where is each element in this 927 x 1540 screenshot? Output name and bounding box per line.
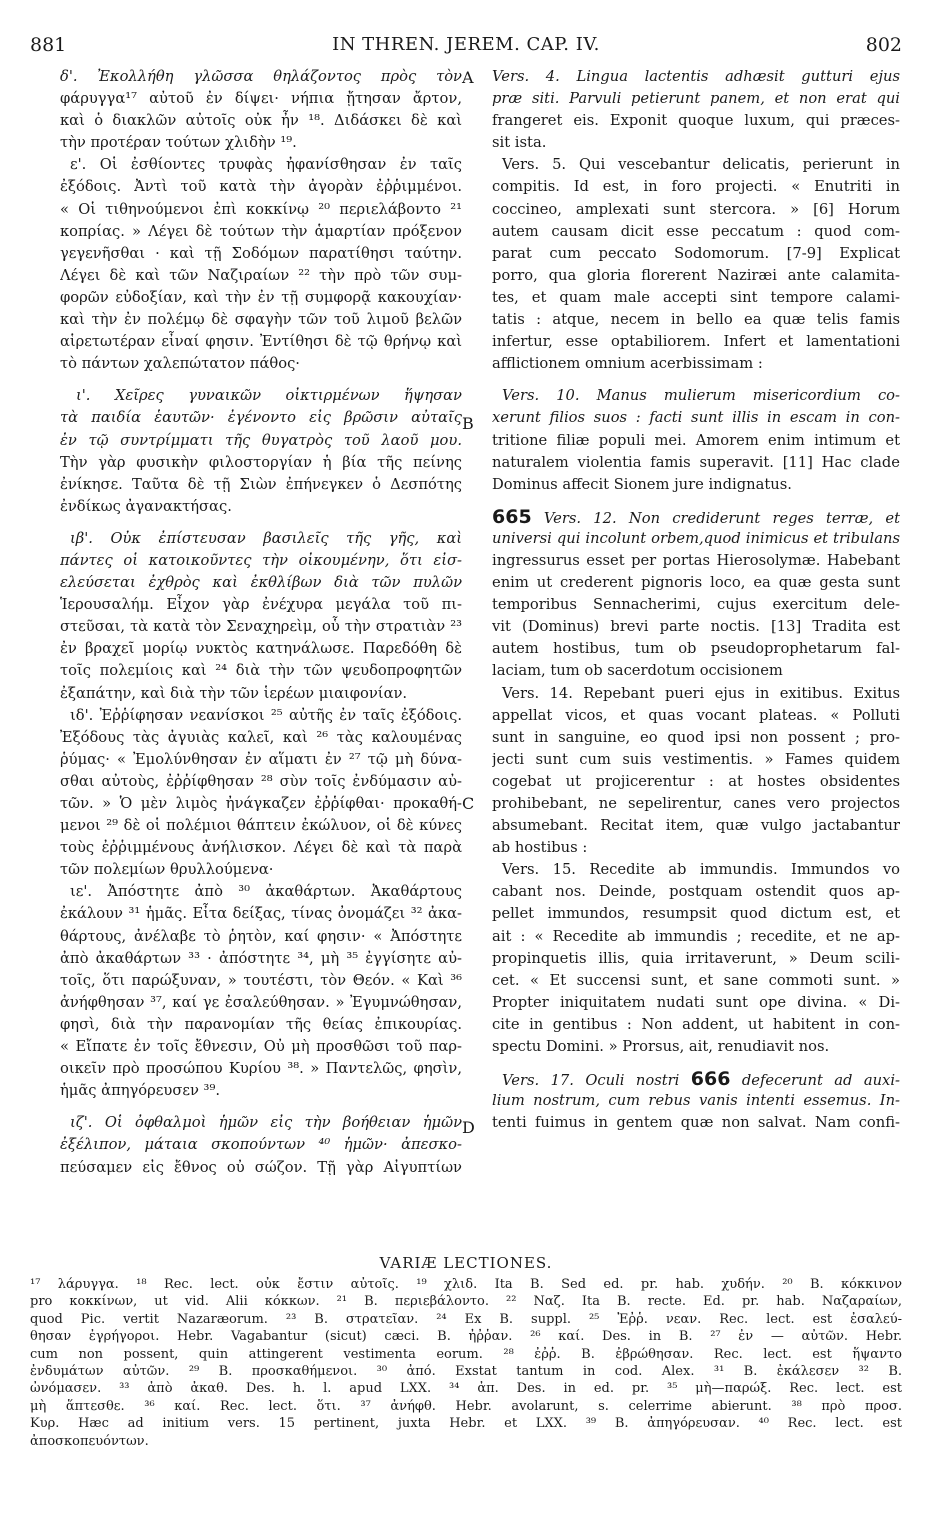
greek-line: δ'. Ἐκολλήθη γλῶσσα θηλάζοντος πρὸς τὸν [60,68,462,85]
greek-line: ι'. Χεῖρες γυναικῶν οἰκτιρμένων ἥψησαν [76,387,462,405]
greek-column [60,66,462,1179]
latin-line: compitis. Id est, in foro projecti. « Enutriti in [492,178,900,196]
latin-line: universi qui incolunt orbem,quod inimicus et tribulans [492,529,900,547]
greek-line: καὶ τὴν ἐν πολέμῳ δὲ σφαγὴν τῶν τοῦ λιμοῦ βελῶν [60,311,462,329]
greek-line: Λέγει δὲ καὶ τῶν Ναζιραίων ²² τὴν πρὸ τῶν συμ- [60,266,462,284]
running-title: IN THREN. JEREM. CAP. IV. [332,34,600,55]
page-number-right: 802 [865,34,902,56]
greek-line: μενοι ²⁹ δὲ οἱ πολέμιοι θάπτειν ἐκώλυον, οἱ δὲ κύνες [60,817,462,835]
greek-line: ἐξέλιπον, μάταια σκοπούντων ⁴⁰ ἡμῶν· ἀπεσκο- [60,1136,462,1154]
greek-line: πάντες οἱ κατοικοῦντες τὴν οἰκουμένην, ὅτι εἰσ- [60,551,462,569]
margin-marker-b: B [462,414,474,433]
greek-line: καὶ ὁ διακλῶν αὐτοῖς οὐκ ἦν ¹⁸. Διδάσκει δὲ καὶ [60,112,462,130]
page-marker-665: 665 [492,505,532,528]
greek-line: ελεύσεται ἐχθρὸς καὶ ἐκθλίβων διὰ τῶν πυλῶν [60,574,462,592]
latin-line: tritione filiæ populi mei. Amorem enim intimum et [492,431,900,449]
greek-line: κοπρίας. » Λέγει δὲ τούτων τὴν ἁμαρτίαν πρόξενον [60,222,462,240]
latin-line: tes, et quam male accepti sint tempore calami- [492,288,900,306]
greek-line: φορῶν εὐδοξίαν, καὶ τὴν ἐν τῇ συμφορᾷ κακουχίαν· [60,288,462,306]
latin-line: coccineo, amplexati sunt stercora. » [6] Horum [492,200,900,218]
margin-marker-c: C [462,794,475,813]
greek-line: ἐξόδοις. Ἀντὶ τοῦ κατὰ τὴν ἀγορὰν ἐῤῥιμμένοι. [60,178,462,196]
latin-line: Vers. 10. Manus mulierum misericordium co- [502,387,900,405]
variae-line: Κυρ. Hæc ad initium vers. 15 pertinent, juxta Hebr. et LXX. ³⁹ B. ἀπηγόρευσαν. ⁴⁰ Rec. lect. est [30,1416,902,1432]
greek-line: τὰ παιδία ἑαυτῶν· ἐγένοντο εἰς βρῶσιν αὐταῖς [60,409,462,427]
latin-line: præ siti. Parvuli petierunt panem, et non erat qui [492,90,900,108]
greek-line: ἀνήφθησαν ³⁷, καί γε ἐσαλεύθησαν. » Ἐγυμνώθησαν, [60,993,462,1011]
page-marker-666: 666 [690,1068,731,1091]
latin-line: cet. « Et succensi sunt, et sane commoti sunt. » [492,971,900,989]
greek-line: ιδ'. Ἐῤῥίφησαν νεανίσκοι ²⁵ αὐτῆς ἐν ταῖς ἐξόδοις. [70,706,462,724]
latin-line-text: defecerunt ad auxi- [741,1072,900,1090]
greek-line: ιβ'. Οὐκ ἐπίστευσαν βασιλεῖς τῆς γῆς, καὶ [70,529,462,547]
latin-line: parat cum peccato Sodomorum. [7-9] Explicat [492,244,900,262]
latin-line: pellet immundos, resumpsit quod dictum est, et [492,905,900,923]
variae-title: VARIÆ LECTIONES. [379,1254,553,1272]
latin-line: autem hostibus, tum ob pseudoprophetarum fal- [492,640,900,658]
latin-line: tenti fuimus in gentem quæ non salvat. Nam confi- [492,1114,900,1132]
greek-line: τῶν πολεμίων θρυλλούμενα· [60,861,274,879]
latin-line: cabant nos. Deinde, postquam ostendit quos ap- [492,883,900,901]
greek-line: θάρτους, ἀνέλαβε τὸ ῥητὸν, καί φησιν· « Ἀπόστητε [60,927,462,945]
latin-line: Vers. 5. Qui vescebantur delicatis, perierunt in [502,156,900,174]
margin-marker-a: A [462,68,474,87]
variae-line: ἀποσκοπευόντων. [30,1433,149,1449]
latin-line: frangeret eis. Exponit quoque luxum, qui præces- [492,112,900,130]
latin-line: Vers. 15. Recedite ab immundis. Immundos vo [502,861,900,879]
latin-line: cogebat ut projicerentur : at hostes obsidentes [492,772,900,790]
greek-line: ἐν τῷ συντρίμματι τῆς θυγατρὸς τοῦ λαοῦ μου. [60,431,462,449]
greek-line: τοῖς πολεμίοις καὶ ²⁴ διὰ τὴν τῶν ψευδοπροφητῶν [60,662,462,680]
greek-line: τὴν προτέραν τούτων χλιδὴν ¹⁹. [60,134,297,152]
margin-marker-d: D [462,1118,475,1137]
greek-line: ἐνδίκως ἀγανακτήσας. [60,497,232,515]
variae-line: quod Pic. vertit Nazaræorum. ²³ B. στρατεῖαν. ²⁴ Ex B. suppl. ²⁵ Ἐῤῥ. νεαν. Rec. lect. est ἐσαλεύ- [30,1311,902,1327]
latin-line [492,1068,900,1090]
latin-line: jecti sunt cum suis vestimentis. » Fames quidem [492,750,900,768]
variae-line: ὠνόμασεν. ³³ ἀπὸ ἀκαθ. Des. h. l. apud LXX. ³⁴ ἀπ. Des. in ed. pr. ³⁵ μὴ—παρώξ. Rec. lect. est [30,1381,902,1397]
latin-line [492,506,900,528]
latin-line: prohibebant, ne sepelirentur, canes vero projectos [492,795,900,812]
greek-line: ἐν βραχεῖ μορίῳ νυκτὸς κατηνάλωσε. Παρεδόθη δὲ [60,640,462,658]
latin-column [492,66,900,1134]
latin-line: lium nostrum, cum rebus vanis intenti essemus. In- [492,1092,900,1110]
greek-line: φάρυγγα¹⁷ αὐτοῦ ἐν δίψει· νήπια ᾔτησαν ἄρτον, [60,90,462,108]
latin-line: ab hostibus : [492,839,588,857]
variae-lectiones [30,1254,902,1450]
latin-line: propinquetis illis, quia irritaverunt, » Deum scili- [492,949,900,967]
greek-line: Ἐξόδους τὰς ἀγυιὰς καλεῖ, καὶ ²⁶ τὰς καλουμένας [60,728,462,746]
greek-line: ἡμᾶς ἀπηγόρευσεν ³⁹. [60,1082,220,1100]
latin-line: Vers. 4. Lingua lactentis adhæsit gutturi ejus [492,68,900,85]
latin-line: laciam, tum ob sacerdotum occisionem [492,662,783,680]
latin-line: sunt in sanguine, eo quod ipsi non possent ; pro- [492,728,900,746]
latin-line: tatis : atque, necem in bello ea quæ telis famis [492,311,900,329]
latin-line: appellat vicos, et quas vocant plateas. « Polluti [492,706,900,724]
variae-line: cum non possent, quin attingerent vestimenta eorum. ²⁸ ἐῤῥ. B. ἐβρώθησαν. Rec. lect. est ἥψαντο [30,1346,902,1362]
greek-line: στεῦσαι, τὰ κατὰ τὸν Σεναχηρεὶμ, οὗ τὴν στρατιὰν ²³ [60,618,462,636]
greek-line: ἐκάλουν ³¹ ἡμᾶς. Εἶτα δείξας, τίνας ὀνομάζει ³² ἀκα- [60,905,462,923]
latin-line: enim ut crederent pignoris loco, ea quæ gesta sunt [492,574,900,592]
latin-line: sit ista. [492,134,547,152]
greek-line: αἱρετωτέραν εἶναί φησιν. Ἐντίθησι δὲ τῷ θρήνῳ καὶ [60,333,462,351]
greek-line: « Εἴπατε ἐν τοῖς ἔθνεσιν, Οὐ μὴ προσθῶσι τοῦ παρ- [60,1038,462,1056]
greek-line: ιε'. Ἀπόστητε ἀπὸ ³⁰ ἀκαθάρτων. Ἀκαθάρτους [70,883,462,901]
latin-line-text: Vers. 17. Oculi nostri [502,1072,680,1090]
greek-line: γεγενῆσθαι · καὶ τῇ Σοδόμων παρατίθησι ταύτην. [60,244,462,262]
greek-line: φησὶ, διὰ τὴν παρανομίαν τῆς θείας ἐπικουρίας. [60,1015,462,1033]
variae-line: ἐνδυμάτων αὐτῶν. ²⁹ B. προσκαθήμενοι. ³⁰ ἀπό. Exstat tantum in cod. Alex. ³¹ B. ἐκάλεσεν ³² B. [30,1364,902,1380]
greek-line: « Οἱ τιθηνούμενοι ἐπὶ κοκκίνῳ ²⁰ περιελάβοντο ²¹ [60,200,462,218]
greek-line: ἐνίκησε. Ταῦτα δὲ τῇ Σιὼν ἐπήνεγκεν ὁ Δεσπότης [60,475,462,493]
latin-line: spectu Domini. » Prorsus, ait, renudiavit nos. [492,1038,830,1056]
variae-line: θησαν ἐγρήγοροι. Hebr. Vagabantur (sicut) cæci. B. ἠῤῥαν. ²⁶ καί. Des. in B. ²⁷ ἐν — αὐτῶν. Hebr. [30,1329,902,1345]
greek-line: Ἱερουσαλήμ. Εἶχον γὰρ ἐνέχυρα μεγάλα τοῦ πι- [60,596,462,614]
greek-line: τὸ πάντων χαλεπώτατον πάθος· [60,355,300,373]
latin-line: infertur, esse optabiliorem. Infert et lamentationi [492,333,900,351]
greek-line: τῶν. » Ὁ μὲν λιμὸς ἠνάγκαζεν ἐῤῥίφθαι· προκαθή- [60,795,462,812]
greek-line: ἐξαπάτην, καὶ διὰ τὴν τῶν ἱερέων μιαιφονίαν. [60,684,408,702]
latin-line: Propter iniquitatem nudati sunt ope divina. « Di- [492,993,900,1011]
latin-line: ingressurus esset per portas Hierosolymæ. Habebant [492,551,900,569]
greek-line: σθαι αὐτοὺς, ἐῤῥίφθησαν ²⁸ σὺν τοῖς ἐνδύμασιν αὐ- [60,772,462,790]
latin-line: ait : « Recedite ab immundis ; recedite, et ne ap- [492,927,900,945]
greek-line: τοῖς, ὅτι παρώξυναν, » τουτέστι, τὸν Θεόν. « Καὶ ³⁶ [60,971,462,989]
latin-line: absumebant. Recitat item, quæ vulgo jactabantur [492,817,900,835]
running-header [30,34,902,60]
latin-line: autem causam dicit esse peccatum : quod com- [492,222,900,240]
variae-line: ¹⁷ λάρυγγα. ¹⁸ Rec. lect. οὐκ ἔστιν αὐτοῖς. ¹⁹ χλιδ. Ita B. Sed ed. pr. hab. χυδήν. ²⁰ B. κόκκινον [30,1277,902,1292]
greek-line: ιζ'. Οἱ ὀφθαλμοὶ ἡμῶν εἰς τὴν βοήθειαν ἡμῶν [70,1114,462,1132]
latin-line: cite in gentibus : Non addent, ut habitent in con- [492,1015,900,1033]
greek-line: τοὺς ἐῤῥιμμένους ἀνήλισκον. Λέγει δὲ καὶ τὰ παρὰ [60,839,462,857]
greek-line: ε'. Οἱ ἐσθίοντες τρυφὰς ἠφανίσθησαν ἐν ταῖς [70,156,462,174]
greek-line: ῥύμας· « Ἐμολύνθησαν ἐν αἵματι ἐν ²⁷ τῷ μὴ δύνα- [60,750,462,768]
latin-line: vit (Dominus) brevi parte noctis. [13] Tradita est [492,618,900,636]
variae-line: pro κοκκίνων, ut vid. Alii κόκκων. ²¹ B. περιεβάλοντο. ²² Ναζ. Ita B. recte. Ed. pr. hab. Ναζαραίων, [30,1294,902,1310]
latin-line: temporibus Sennacherimi, cujus exercitum dele- [492,596,900,614]
greek-line: πεύσαμεν εἰς ἔθνος οὐ σώζον. Τῇ γὰρ Αἰγυπτίων [60,1158,462,1176]
latin-line: Dominus affecit Sionem jure indignatus. [492,475,792,493]
greek-line: οικεῖν πρὸ προσώπου Κυρίου ³⁸. » Παντελῶς, φησὶν, [60,1060,462,1078]
latin-line: Vers. 14. Repebant pueri ejus in exitibus. Exitus [502,684,900,702]
latin-line: porro, qua gloria florerent Naziræi ante calamita- [492,266,900,284]
latin-line: naturalem violentia famis superavit. [11] Hac clade [492,453,900,471]
page-number-left: 881 [30,34,67,56]
latin-line: xerunt filios suos : facti sunt illis in escam in con- [492,409,900,427]
variae-line: μὴ ἅπτεσθε. ³⁶ καί. Rec. lect. ὅτι. ³⁷ ἀνήφθ. Hebr. avolarunt, s. celerrime abierunt. ³⁸ πρὸ προσ. [30,1398,902,1414]
greek-line: Τὴν γὰρ φυσικὴν φιλοστοργίαν ἡ βία τῆς πείνης [60,453,462,471]
latin-line: afflictionem omnium acerbissimam : [492,355,763,373]
latin-line-text: Vers. 12. Non crediderunt reges terræ, et [543,509,900,527]
greek-line: ἀπὸ ἀκαθάρτων ³³ · ἀπόστητε ³⁴, μὴ ³⁵ ἐγγίσητε αὐ- [60,949,462,967]
